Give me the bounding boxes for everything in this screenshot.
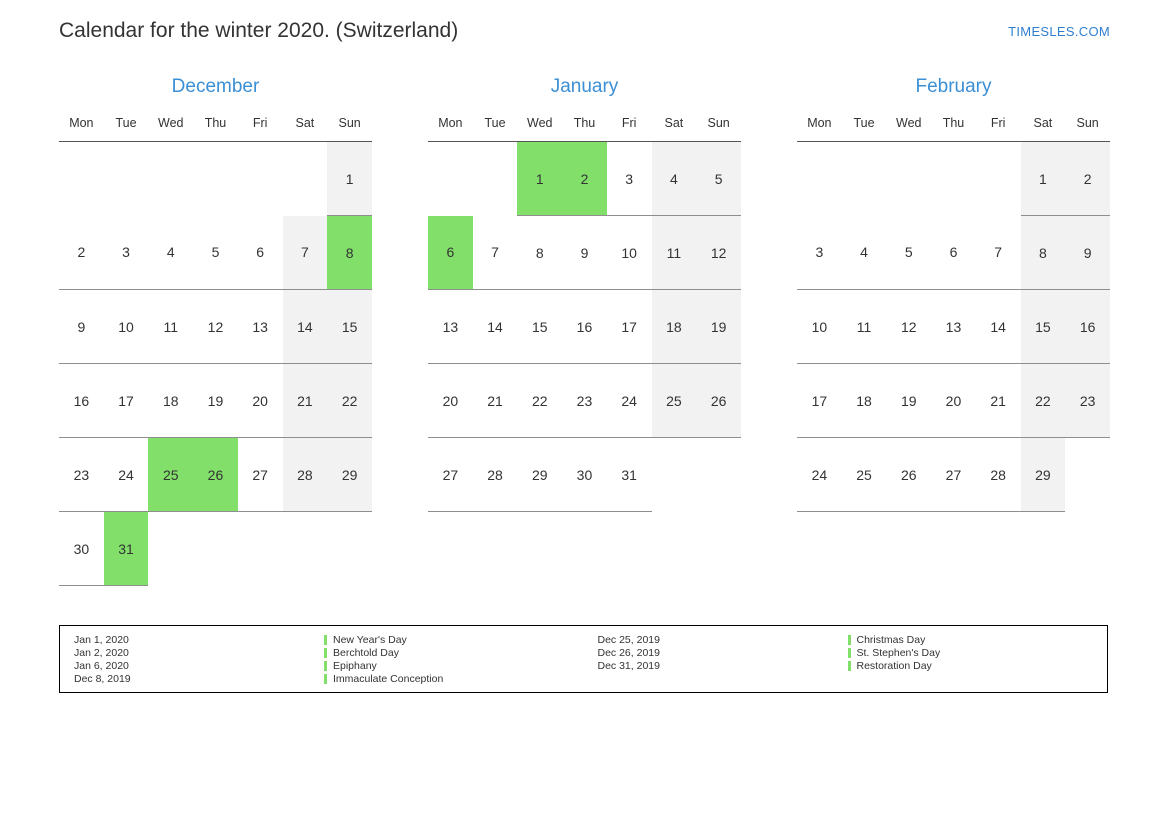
site-link[interactable]: TIMESLES.COM bbox=[1008, 24, 1110, 39]
day-cell[interactable]: 15 bbox=[1021, 290, 1066, 364]
day-cell[interactable]: 10 bbox=[104, 290, 149, 364]
day-cell[interactable]: 9 bbox=[562, 216, 607, 290]
holiday-color-swatch bbox=[848, 661, 851, 671]
day-cell-empty bbox=[283, 512, 328, 586]
day-cell[interactable]: 6 bbox=[428, 216, 473, 290]
day-cell[interactable]: 1 bbox=[517, 142, 562, 216]
day-cell[interactable]: 13 bbox=[428, 290, 473, 364]
week-row bbox=[59, 142, 372, 216]
weekday-mon: Mon bbox=[797, 112, 842, 142]
day-cell[interactable]: 23 bbox=[1065, 364, 1110, 438]
day-cell[interactable]: 8 bbox=[327, 216, 372, 290]
legend-date: Dec 26, 2019 bbox=[597, 647, 660, 659]
day-cell[interactable]: 15 bbox=[517, 290, 562, 364]
day-cell[interactable]: 18 bbox=[842, 364, 887, 438]
legend-date: Dec 25, 2019 bbox=[597, 634, 660, 646]
day-cell-empty bbox=[193, 512, 238, 586]
day-cell[interactable]: 11 bbox=[842, 290, 887, 364]
month-grid bbox=[797, 112, 1110, 512]
weekday-thu: Thu bbox=[193, 112, 238, 142]
weekday-sun: Sun bbox=[1065, 112, 1110, 142]
day-cell[interactable]: 6 bbox=[931, 216, 976, 290]
day-cell-empty bbox=[473, 142, 518, 216]
day-cell[interactable]: 19 bbox=[696, 290, 741, 364]
day-cell[interactable]: 31 bbox=[104, 512, 149, 586]
legend-box bbox=[59, 625, 1108, 693]
day-cell[interactable]: 2 bbox=[562, 142, 607, 216]
week-row bbox=[59, 512, 372, 586]
day-cell[interactable]: 30 bbox=[562, 438, 607, 512]
day-cell[interactable]: 7 bbox=[473, 216, 518, 290]
week-row bbox=[59, 364, 372, 438]
day-cell[interactable]: 14 bbox=[976, 290, 1021, 364]
day-cell[interactable]: 27 bbox=[428, 438, 473, 512]
day-cell-empty bbox=[652, 438, 697, 512]
day-cell[interactable]: 24 bbox=[607, 364, 652, 438]
week-row bbox=[428, 142, 741, 216]
legend-date: Jan 1, 2020 bbox=[74, 634, 129, 646]
day-cell[interactable]: 26 bbox=[696, 364, 741, 438]
legend-holiday-name: Immaculate Conception bbox=[333, 673, 444, 685]
day-cell[interactable]: 12 bbox=[193, 290, 238, 364]
day-cell[interactable]: 13 bbox=[238, 290, 283, 364]
week-row bbox=[428, 364, 741, 438]
weekday-wed: Wed bbox=[886, 112, 931, 142]
day-cell-empty bbox=[428, 142, 473, 216]
weekday-header-row bbox=[428, 112, 741, 142]
day-cell[interactable]: 29 bbox=[1021, 438, 1066, 512]
week-row bbox=[428, 438, 741, 512]
day-cell[interactable]: 5 bbox=[696, 142, 741, 216]
weekday-tue: Tue bbox=[104, 112, 149, 142]
day-cell[interactable]: 16 bbox=[562, 290, 607, 364]
day-cell[interactable]: 9 bbox=[59, 290, 104, 364]
weekday-sat: Sat bbox=[283, 112, 328, 142]
week-row bbox=[59, 216, 372, 290]
holiday-color-swatch bbox=[324, 635, 327, 645]
day-cell[interactable]: 10 bbox=[797, 290, 842, 364]
day-cell[interactable]: 10 bbox=[607, 216, 652, 290]
day-cell[interactable]: 28 bbox=[283, 438, 328, 512]
day-cell[interactable]: 8 bbox=[1021, 216, 1066, 290]
day-cell-empty bbox=[797, 142, 842, 216]
day-cell[interactable]: 18 bbox=[652, 290, 697, 364]
legend-holiday-name: Restoration Day bbox=[856, 660, 932, 672]
weekday-sun: Sun bbox=[696, 112, 741, 142]
day-cell[interactable]: 4 bbox=[148, 216, 193, 290]
legend-item bbox=[74, 634, 584, 647]
weekday-wed: Wed bbox=[517, 112, 562, 142]
day-cell[interactable]: 23 bbox=[59, 438, 104, 512]
legend-item bbox=[598, 660, 1108, 673]
day-cell[interactable]: 3 bbox=[607, 142, 652, 216]
day-cell[interactable]: 24 bbox=[797, 438, 842, 512]
day-cell[interactable]: 24 bbox=[104, 438, 149, 512]
weekday-sat: Sat bbox=[1021, 112, 1066, 142]
day-cell[interactable]: 20 bbox=[428, 364, 473, 438]
day-cell[interactable]: 11 bbox=[652, 216, 697, 290]
day-cell[interactable]: 21 bbox=[283, 364, 328, 438]
day-cell[interactable]: 26 bbox=[886, 438, 931, 512]
legend-item bbox=[74, 673, 584, 686]
weekday-fri: Fri bbox=[238, 112, 283, 142]
week-row bbox=[797, 438, 1110, 512]
week-row bbox=[797, 142, 1110, 216]
day-cell[interactable]: 17 bbox=[104, 364, 149, 438]
day-cell[interactable]: 14 bbox=[473, 290, 518, 364]
day-cell[interactable]: 29 bbox=[327, 438, 372, 512]
holiday-color-swatch bbox=[324, 661, 327, 671]
day-cell[interactable]: 2 bbox=[59, 216, 104, 290]
day-cell[interactable]: 16 bbox=[59, 364, 104, 438]
day-cell[interactable]: 17 bbox=[607, 290, 652, 364]
day-cell[interactable]: 25 bbox=[652, 364, 697, 438]
day-cell[interactable]: 30 bbox=[59, 512, 104, 586]
legend-item bbox=[598, 634, 1108, 647]
day-cell-empty bbox=[148, 512, 193, 586]
legend-date: Jan 6, 2020 bbox=[74, 660, 129, 672]
legend-date: Dec 31, 2019 bbox=[597, 660, 660, 672]
day-cell[interactable]: 31 bbox=[607, 438, 652, 512]
day-cell[interactable]: 9 bbox=[1065, 216, 1110, 290]
weekday-fri: Fri bbox=[607, 112, 652, 142]
weekday-fri: Fri bbox=[976, 112, 1021, 142]
weekday-mon: Mon bbox=[59, 112, 104, 142]
weekday-sat: Sat bbox=[652, 112, 697, 142]
day-cell[interactable]: 7 bbox=[976, 216, 1021, 290]
day-cell-empty bbox=[696, 438, 741, 512]
day-cell[interactable]: 19 bbox=[886, 364, 931, 438]
day-cell[interactable]: 7 bbox=[283, 216, 328, 290]
month-january bbox=[428, 76, 741, 586]
day-cell[interactable]: 11 bbox=[148, 290, 193, 364]
day-cell[interactable]: 12 bbox=[696, 216, 741, 290]
day-cell-empty bbox=[327, 512, 372, 586]
day-cell[interactable]: 1 bbox=[327, 142, 372, 216]
day-cell[interactable]: 28 bbox=[976, 438, 1021, 512]
legend-holiday-name: New Year's Day bbox=[333, 634, 407, 646]
day-cell[interactable]: 14 bbox=[283, 290, 328, 364]
legend-date: Jan 2, 2020 bbox=[74, 647, 129, 659]
week-row bbox=[59, 438, 372, 512]
day-cell[interactable]: 3 bbox=[797, 216, 842, 290]
day-cell-empty bbox=[238, 512, 283, 586]
day-cell[interactable]: 12 bbox=[886, 290, 931, 364]
month-title: February bbox=[915, 76, 992, 97]
day-cell[interactable]: 25 bbox=[148, 438, 193, 512]
day-cell[interactable]: 8 bbox=[517, 216, 562, 290]
day-cell-empty bbox=[59, 142, 104, 216]
day-cell-empty bbox=[104, 142, 149, 216]
day-cell-empty bbox=[886, 142, 931, 216]
day-cell[interactable]: 21 bbox=[473, 364, 518, 438]
week-row bbox=[797, 216, 1110, 290]
weekday-header-row bbox=[59, 112, 372, 142]
holiday-color-swatch bbox=[848, 635, 851, 645]
legend-holiday-name: Berchtold Day bbox=[333, 647, 399, 659]
day-cell[interactable]: 29 bbox=[517, 438, 562, 512]
legend-column-right bbox=[584, 634, 1108, 686]
day-cell[interactable]: 20 bbox=[238, 364, 283, 438]
weekday-wed: Wed bbox=[148, 112, 193, 142]
month-grid bbox=[59, 112, 372, 586]
day-cell-empty bbox=[193, 142, 238, 216]
day-cell-empty bbox=[931, 142, 976, 216]
day-cell[interactable]: 6 bbox=[238, 216, 283, 290]
day-cell[interactable]: 23 bbox=[562, 364, 607, 438]
legend-column-left bbox=[60, 634, 584, 686]
legend-date: Dec 8, 2019 bbox=[74, 673, 131, 685]
day-cell[interactable]: 2 bbox=[1065, 142, 1110, 216]
day-cell[interactable]: 22 bbox=[1021, 364, 1066, 438]
day-cell[interactable]: 27 bbox=[931, 438, 976, 512]
day-cell[interactable]: 22 bbox=[517, 364, 562, 438]
weekday-thu: Thu bbox=[562, 112, 607, 142]
day-cell[interactable]: 27 bbox=[238, 438, 283, 512]
week-row bbox=[797, 364, 1110, 438]
day-cell[interactable]: 3 bbox=[104, 216, 149, 290]
day-cell[interactable]: 20 bbox=[931, 364, 976, 438]
week-row bbox=[428, 216, 741, 290]
day-cell[interactable]: 26 bbox=[193, 438, 238, 512]
weekday-tue: Tue bbox=[473, 112, 518, 142]
weekday-tue: Tue bbox=[842, 112, 887, 142]
day-cell[interactable]: 13 bbox=[931, 290, 976, 364]
day-cell-empty bbox=[238, 142, 283, 216]
day-cell[interactable]: 4 bbox=[842, 216, 887, 290]
week-row bbox=[428, 290, 741, 364]
month-grid bbox=[428, 112, 741, 512]
day-cell[interactable]: 15 bbox=[327, 290, 372, 364]
legend-holiday-name: St. Stephen's Day bbox=[856, 647, 941, 659]
calendars-container bbox=[59, 76, 1110, 586]
holiday-color-swatch bbox=[324, 674, 327, 684]
legend-item bbox=[74, 647, 584, 660]
day-cell-empty bbox=[842, 142, 887, 216]
weekday-header-row bbox=[797, 112, 1110, 142]
day-cell-empty bbox=[283, 142, 328, 216]
legend-holiday-name: Epiphany bbox=[333, 660, 377, 672]
holiday-color-swatch bbox=[324, 648, 327, 658]
month-february bbox=[797, 76, 1110, 586]
day-cell[interactable]: 21 bbox=[976, 364, 1021, 438]
day-cell[interactable]: 16 bbox=[1065, 290, 1110, 364]
page-title: Calendar for the winter 2020. (Switzerland) bbox=[59, 19, 459, 42]
legend-holiday-name: Christmas Day bbox=[856, 634, 926, 646]
day-cell-empty bbox=[1065, 438, 1110, 512]
week-row bbox=[797, 290, 1110, 364]
holiday-color-swatch bbox=[848, 648, 851, 658]
week-row bbox=[59, 290, 372, 364]
day-cell[interactable]: 28 bbox=[473, 438, 518, 512]
day-cell[interactable]: 4 bbox=[652, 142, 697, 216]
day-cell[interactable]: 5 bbox=[886, 216, 931, 290]
day-cell-empty bbox=[976, 142, 1021, 216]
legend-item bbox=[74, 660, 584, 673]
weekday-sun: Sun bbox=[327, 112, 372, 142]
day-cell[interactable]: 1 bbox=[1021, 142, 1066, 216]
day-cell[interactable]: 25 bbox=[842, 438, 887, 512]
month-december bbox=[59, 76, 372, 586]
day-cell[interactable]: 18 bbox=[148, 364, 193, 438]
day-cell[interactable]: 17 bbox=[797, 364, 842, 438]
month-title: December bbox=[171, 76, 260, 97]
day-cell-empty bbox=[148, 142, 193, 216]
day-cell[interactable]: 22 bbox=[327, 364, 372, 438]
weekday-mon: Mon bbox=[428, 112, 473, 142]
day-cell[interactable]: 19 bbox=[193, 364, 238, 438]
legend-item bbox=[598, 647, 1108, 660]
month-title: January bbox=[550, 76, 619, 97]
day-cell[interactable]: 5 bbox=[193, 216, 238, 290]
weekday-thu: Thu bbox=[931, 112, 976, 142]
